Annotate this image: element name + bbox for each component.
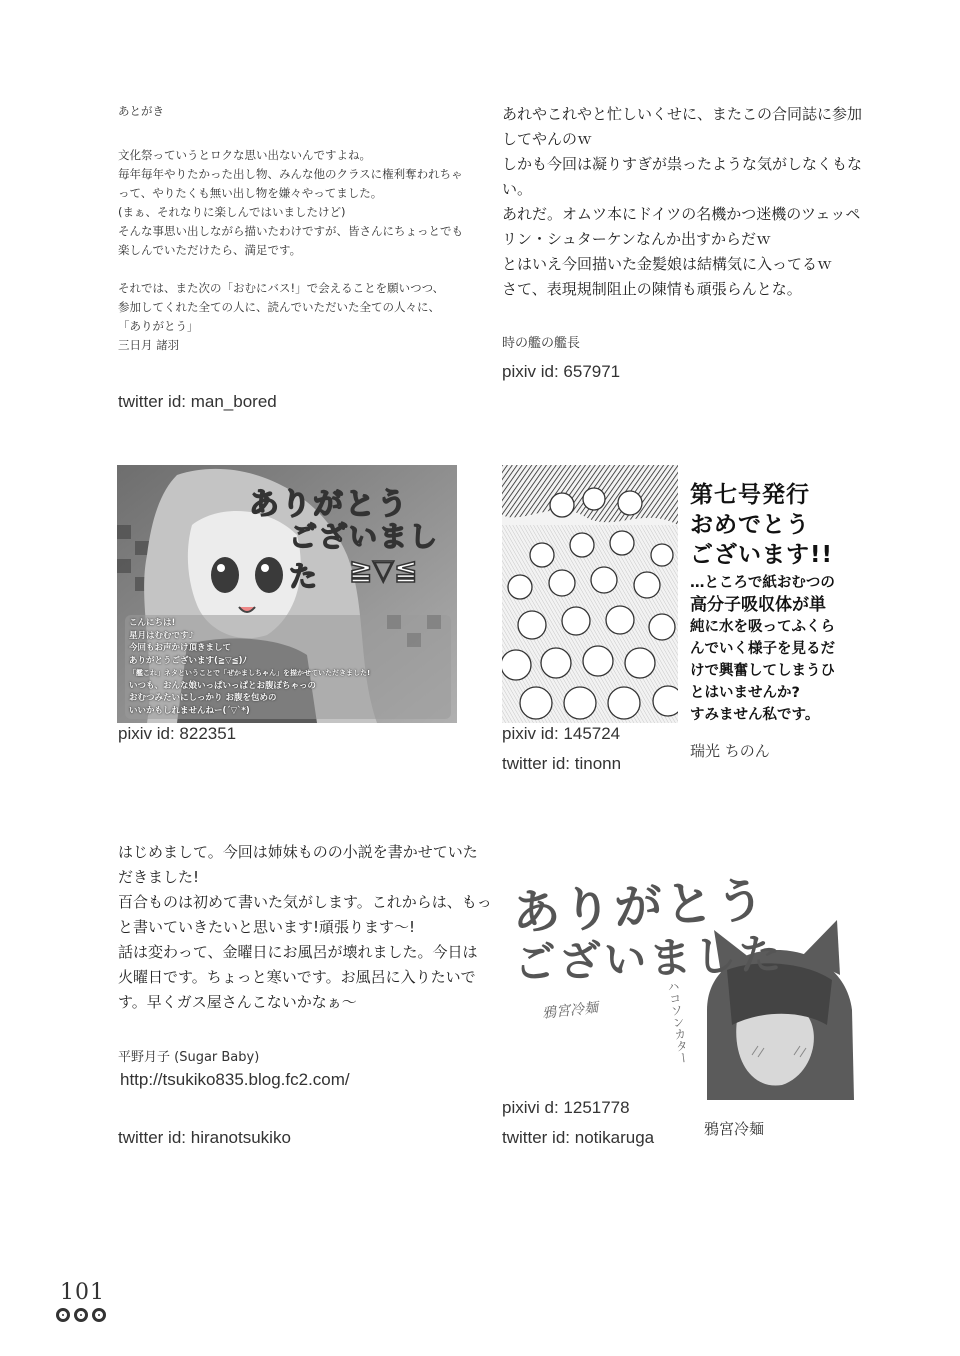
card3-title-line2: ございました <box>513 929 785 988</box>
card1-message-line: 今回もお声かけ頂きまして <box>129 643 232 653</box>
card3-author: 鴉宮冷麺 <box>704 1120 765 1138</box>
tsukiko-line: だきました! <box>118 868 200 886</box>
twitter-id-notikaruga: twitter id: notikaruga <box>502 1128 655 1147</box>
captain-line: リン・シュターケンなんか出すからだｗ <box>502 230 771 248</box>
afterword-line: 「ありがとう」 <box>118 319 199 333</box>
card2-message <box>690 572 835 726</box>
card2-message-line: んでいく様子を見るだ <box>690 641 835 657</box>
card2-title-line: おめでとう <box>690 512 810 538</box>
flower-icon <box>92 1308 106 1322</box>
captain-line: あれやこれやと忙しいくせに、またこの合同誌に参加 <box>502 105 863 123</box>
pixiv-id-145724: pixiv id: 145724 <box>502 724 621 743</box>
card2-message-line: とはいませんか? <box>690 685 800 701</box>
tsukiko-line: 火曜日です。ちょっと寒いです。お風呂に入りたいで <box>118 968 476 986</box>
captain-line: い。 <box>502 180 533 198</box>
tsukiko-message <box>118 840 492 1015</box>
card3-signature: 鴉宮冷麺 <box>541 1000 599 1022</box>
twitter-id-tinonn: twitter id: tinonn <box>502 754 622 773</box>
card2-message-line: すみません私です。 <box>690 707 820 723</box>
card1-message <box>129 617 451 717</box>
card2-message-line: …ところで紙おむつの <box>690 575 835 591</box>
card1-message-line: こんにちは! <box>129 618 176 628</box>
card1-message-line: ありがとうございます(≧▽≦)ﾉ <box>129 655 247 666</box>
card2-title <box>690 480 833 570</box>
bubbles-art <box>502 465 678 723</box>
card1-title-line2: ございました <box>289 520 440 593</box>
card2-title-line: ございます!! <box>690 542 833 568</box>
afterword-line: 文化祭っていうとロクな思い出ないんですよね。 <box>118 148 371 162</box>
card2-message-line: けで興奮してしまうひ <box>690 663 835 679</box>
card1-emote: ≧▽≦ <box>349 553 418 586</box>
captain-line: さて、表現規制阻止の陳情も頑張らんとな。 <box>502 280 802 298</box>
afterword-line: 毎年毎年やりたかった出し物、みんな他のクラスに権利奪われちゃって、やりたくも無い出し物を嫌々やってました。 <box>118 167 463 200</box>
pixiv-id-657971: pixiv id: 657971 <box>502 362 621 381</box>
pixiv-id-822351: pixiv id: 822351 <box>118 724 237 743</box>
captain-line: とはいえ今回描いた金髪娘は結構気に入ってるｗ <box>502 255 833 273</box>
illustration-handwritten-thanks <box>502 850 854 1100</box>
tsukiko-line: 話は変わって、金曜日にお風呂が壊れました。今日は <box>118 943 478 961</box>
twitter-id-hiranotsukiko: twitter id: hiranotsukiko <box>118 1128 291 1147</box>
card3-title-line1: ありがとう <box>510 872 769 942</box>
illustration-bubbles <box>502 465 678 723</box>
afterword-line: それでは、また次の「おむにバス!」で会えることを願いつつ、 <box>118 281 445 295</box>
afterword-text <box>118 146 478 355</box>
afterword-line: 参加してくれた全ての人に、読んでいただいた全ての人々に、 <box>118 300 440 314</box>
card2-message-line: 高分子吸収体が単 <box>690 595 826 615</box>
card1-title-line1: ありがとう <box>249 487 409 522</box>
afterword-line: そんな事思い出しながら描いたわけですが、皆さんにちょっとでも楽しんでいただけたら、満足です。 <box>118 224 463 257</box>
page-number: 101 <box>60 1280 105 1305</box>
card1-message-line: いつも、おんな娘いっぱいっぱとお腹ぽちゃっの <box>129 680 317 691</box>
card1-message-line: いいかもしれませんねー(´▽`*) <box>129 705 250 716</box>
card3-side-text: ハコソンカター <box>665 979 691 1065</box>
tsukiko-line: す。早くガス屋さんこないかなぁ～ <box>118 993 357 1011</box>
tsukiko-author: 平野月子 (Sugar Baby) <box>118 1050 260 1065</box>
twitter-id-man-bored: twitter id: man_bored <box>118 392 277 411</box>
illustration-thank-you-card <box>117 465 457 723</box>
card2-author: 瑞光 ちのん <box>690 742 770 760</box>
tsukiko-blog-url: http://tsukiko835.blog.fc2.com/ <box>120 1070 350 1089</box>
page-ornament <box>56 1307 110 1326</box>
captain-line: してやんのｗ <box>502 130 593 148</box>
flower-icon <box>56 1308 70 1322</box>
afterword-heading: あとがき <box>118 104 164 118</box>
card2-message-line: 純に水を吸ってふくら <box>690 619 835 635</box>
card2-title-line: 第七号発行 <box>690 482 810 508</box>
tsukiko-line: と書いていきたいと思います!頑張ります～! <box>118 918 416 936</box>
flower-icon <box>74 1308 88 1322</box>
pixiv-id-1251778: pixivi d: 1251778 <box>502 1098 630 1117</box>
card1-message-line: おむつみたいにしっかり お腹を包めの <box>129 693 277 703</box>
afterword-signature: 三日月 諸羽 <box>118 338 180 352</box>
tsukiko-line: 百合ものは初めて書いた気がします。これからは、もっ <box>118 893 492 911</box>
card1-message-line: 星月はむむです♪ <box>129 630 194 641</box>
tsukiko-line: はじめまして。今回は姉妹ものの小説を書かせていた <box>118 843 478 861</box>
captain-line: しかも今回は凝りすぎが祟ったような気がしなくもな <box>502 155 863 173</box>
captain-message <box>502 102 862 302</box>
afterword-line: (まぁ、それなりに楽しんではいましたけど) <box>118 205 346 219</box>
captain-author: 時の艦の艦長 <box>502 336 581 351</box>
card1-message-line: 「艦これ」ネタということで「ぜかましちゃん」を描かせていただきました! <box>129 669 371 677</box>
captain-line: あれだ。オムツ本にドイツの名機かつ迷機のツェッペ <box>502 205 861 223</box>
